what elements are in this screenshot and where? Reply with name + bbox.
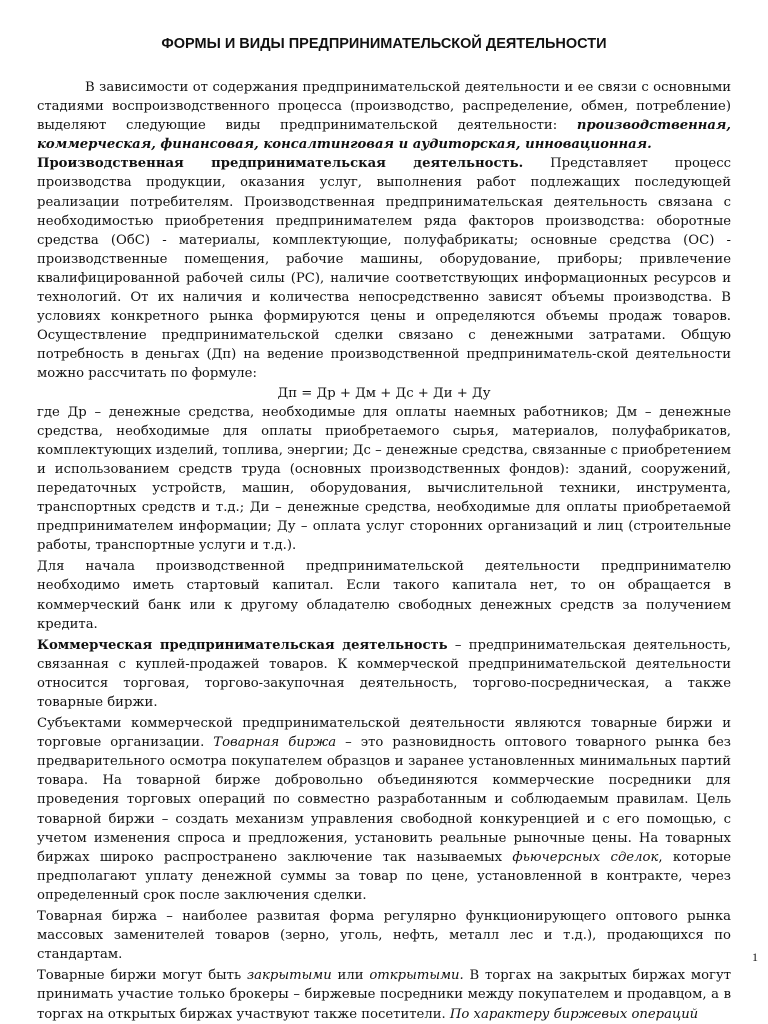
- document-page: [37, 36, 731, 1024]
- types-text-1: Товарные биржи могут быть: [37, 968, 247, 984]
- paragraph-production: [37, 154, 731, 383]
- types-term-2: открытыми.: [369, 968, 464, 984]
- production-text: Представляет процесс производства продукции, оказания услуг, выполнения работ подлежащих последующей реализации потребителям. Производственная предпринимательская деятельность связана с необходимостью приобретения предпринимателем ряда факторов производства: оборотные средства (ОбС) - материалы, комплектующие, полуфабрикаты; основные средства (ОС) - производственные помещения, рабочие машины, оборудование, приборы; привлечение квалифицированной рабочей силы (РС), наличие соответствующих информационных ресурсов и технологий. От их наличия и количества непосредственно зависят объемы производства. В условиях конкретного рынка формируются цены и определяются объемы продаж товаров. Осуществление предпринимательской сделки связано с денежными затратами. Общую потребность в деньгах (Дп) на ведение производственной предприниматель-ской деятельности можно рассчитать по формуле:: [37, 156, 731, 382]
- paragraph-exchange-types: [37, 966, 731, 1023]
- commercial-heading: Коммерческая предпринимательская деятельность: [37, 637, 448, 653]
- types-term-1: закрытыми: [246, 968, 332, 984]
- document-title: ФОРМЫ И ВИДЫ ПРЕДПРИНИМАТЕЛЬСКОЙ ДЕЯТЕЛЬНОСТИ: [161, 36, 607, 52]
- activity-types: производственная, коммерческая, финансовая, консалтинговая и аудиторская, инновационная.: [37, 118, 731, 153]
- production-heading: Производственная предпринимательская деятельность.: [37, 156, 524, 172]
- paragraph-exchange-definition: Товарная биржа – наиболее развитая форма регулярно функционирующего оптового рынка массовых заменителей товаров (зерно, уголь, нефть, металл лес и т.д.), продающихся по стандартам.: [37, 909, 731, 963]
- exchange-text-2: – это разновидность оптового товарного рынка без предварительного осмотра покупателем образцов и заранее установленных минимальных партий товара. На товарной бирже добровольно объединяются коммерческие посредники для проведения торговых операций по совместно разработанным и соблюдаемым правилам. Цель товарной биржи – создать механизм управления свободной конкуренцией и с его помощью, с учетом изменения спроса и предложения, установить реальные рыночные цены. На товарных биржах широко распространено заключение так называемых: [37, 735, 731, 865]
- exchange-term-1: Товарная биржа: [213, 735, 337, 751]
- paragraph-intro: [37, 78, 731, 154]
- types-text-3: В торгах на закрытых биржах могут принимать участие только брокеры – биржевые посредники между покупателем и продавцом, а в торгах на открытых биржах участвуют также посетители.: [37, 968, 731, 1022]
- exchange-text-3: , которые предполагают уплату денежной суммы за товар по цене, установленной в контракте, через определенный срок после заключения сделки.: [37, 849, 732, 903]
- intro-text: В зависимости от содержания предпринимательской деятельности и ее связи с основными стадиями воспроизводственного процесса (производство, распределение, обмен, потребление) выделяют следующие виды предпринимательской деятельности:: [37, 80, 731, 134]
- types-term-3: По характеру биржевых операций: [449, 1006, 699, 1022]
- paragraph-commercial: [37, 636, 731, 712]
- formula: Дп = Др + Дм + Дс + Ди + Ду: [277, 385, 491, 401]
- page-number: 1: [752, 950, 758, 964]
- paragraph-formula-legend: где Др – денежные средства, необходимые для оплаты наемных работников; Дм – денежные средства, необходимые для оплаты приобретаемого сырья, материалов, полуфабрикатов, комплектующих изделий, топлива, энергии; Дс – денежные средства, связанные с приобретением и использованием средств труда (основных производственных фондов): зданий, сооружений, передаточных устройств, машин, оборудования, вычислительной техники, инструмента, транспортных средств и т.д.; Ди – денежные средства, необходимые для оплаты приобретаемой предпринимателем информации; Ду – оплата услуг сторонних организаций и лиц (строительные работы, транспортные услуги и т.д.).: [37, 404, 731, 554]
- exchange-text-1: Субъектами коммерческой предпринимательской деятельности являются товарные биржи и торговые организации.: [37, 716, 731, 751]
- commercial-text: – предпринимательская деятельность, связанная с куплей-продажей товаров. К коммерческой предпринимательской деятельности относится торговая, торгово-закупочная деятельность, торгово-посредническая, а также товарные биржи.: [37, 637, 731, 710]
- types-text-2: или: [331, 968, 370, 984]
- paragraph-start-capital: Для начала производственной предпринимательской деятельности предпринимателю необходимо иметь стартовый капитал. Если такого капитала нет, то он обращается в коммерческий банк или к другому обладателю свободных денежных средств за получением кредита.: [37, 559, 731, 632]
- paragraph-exchange-subjects: [37, 714, 731, 905]
- exchange-term-2: фьючерсных сделок: [512, 849, 659, 865]
- document-body: [37, 78, 731, 1024]
